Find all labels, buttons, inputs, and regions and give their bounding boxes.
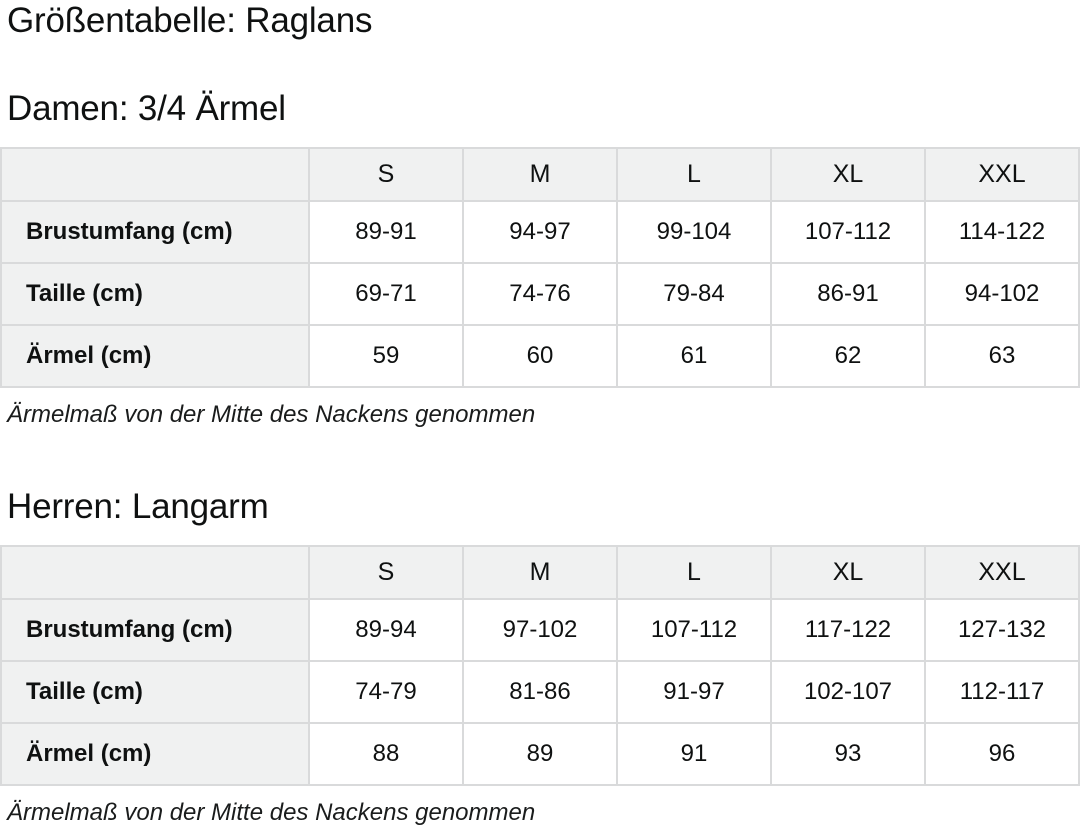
- measurement-note-damen: Ärmelmaß von der Mitte des Nackens genommen: [7, 401, 536, 428]
- size-value-cell: 62: [771, 325, 925, 387]
- size-value-cell: 112-117: [925, 661, 1079, 723]
- size-value-cell: 74-76: [463, 263, 617, 325]
- size-value-cell: 88: [309, 723, 463, 785]
- size-value-cell: 59: [309, 325, 463, 387]
- table-row-aermel: [1, 723, 1079, 785]
- size-value-cell: 79-84: [617, 263, 771, 325]
- measurement-row-label: Brustumfang (cm): [1, 599, 309, 661]
- corner-cell: [1, 148, 309, 201]
- size-value-cell: 81-86: [463, 661, 617, 723]
- size-column-header-s: S: [309, 148, 463, 201]
- section-title-herren: Herren: Langarm: [7, 487, 269, 526]
- size-column-header-xl: XL: [771, 148, 925, 201]
- table-row-brustumfang: [1, 201, 1079, 263]
- size-value-cell: 99-104: [617, 201, 771, 263]
- size-value-cell: 94-97: [463, 201, 617, 263]
- size-value-cell: 96: [925, 723, 1079, 785]
- size-value-cell: 89-94: [309, 599, 463, 661]
- size-value-cell: 93: [771, 723, 925, 785]
- size-column-header-m: M: [463, 148, 617, 201]
- size-column-header-l: L: [617, 148, 771, 201]
- size-value-cell: 117-122: [771, 599, 925, 661]
- size-value-cell: 107-112: [617, 599, 771, 661]
- size-value-cell: 91: [617, 723, 771, 785]
- size-value-cell: 69-71: [309, 263, 463, 325]
- measurement-row-label: Brustumfang (cm): [1, 201, 309, 263]
- table-row-taille: [1, 661, 1079, 723]
- measurement-note-herren: Ärmelmaß von der Mitte des Nackens genommen: [7, 799, 536, 826]
- size-table-damen: [0, 147, 1080, 388]
- size-value-cell: 94-102: [925, 263, 1079, 325]
- table-row-brustumfang: [1, 599, 1079, 661]
- page-title: Größentabelle: Raglans: [7, 1, 373, 40]
- size-value-cell: 91-97: [617, 661, 771, 723]
- size-value-cell: 63: [925, 325, 1079, 387]
- size-value-cell: 102-107: [771, 661, 925, 723]
- size-value-cell: 89: [463, 723, 617, 785]
- size-value-cell: 97-102: [463, 599, 617, 661]
- size-column-header-l: L: [617, 546, 771, 599]
- size-value-cell: 61: [617, 325, 771, 387]
- measurement-row-label: Ärmel (cm): [1, 325, 309, 387]
- size-value-cell: 74-79: [309, 661, 463, 723]
- size-value-cell: 89-91: [309, 201, 463, 263]
- size-column-header-s: S: [309, 546, 463, 599]
- size-column-header-m: M: [463, 546, 617, 599]
- measurement-row-label: Ärmel (cm): [1, 723, 309, 785]
- corner-cell: [1, 546, 309, 599]
- size-column-header-xl: XL: [771, 546, 925, 599]
- measurement-row-label: Taille (cm): [1, 661, 309, 723]
- size-value-cell: 114-122: [925, 201, 1079, 263]
- measurement-row-label: Taille (cm): [1, 263, 309, 325]
- section-title-damen: Damen: 3/4 Ärmel: [7, 89, 286, 128]
- size-column-header-xxl: XXL: [925, 546, 1079, 599]
- size-value-cell: 107-112: [771, 201, 925, 263]
- size-value-cell: 86-91: [771, 263, 925, 325]
- table-row-aermel: [1, 325, 1079, 387]
- size-value-cell: 127-132: [925, 599, 1079, 661]
- size-column-header-xxl: XXL: [925, 148, 1079, 201]
- header-row: [1, 148, 1079, 201]
- size-value-cell: 60: [463, 325, 617, 387]
- size-table-herren: [0, 545, 1080, 786]
- header-row: [1, 546, 1079, 599]
- table-row-taille: [1, 263, 1079, 325]
